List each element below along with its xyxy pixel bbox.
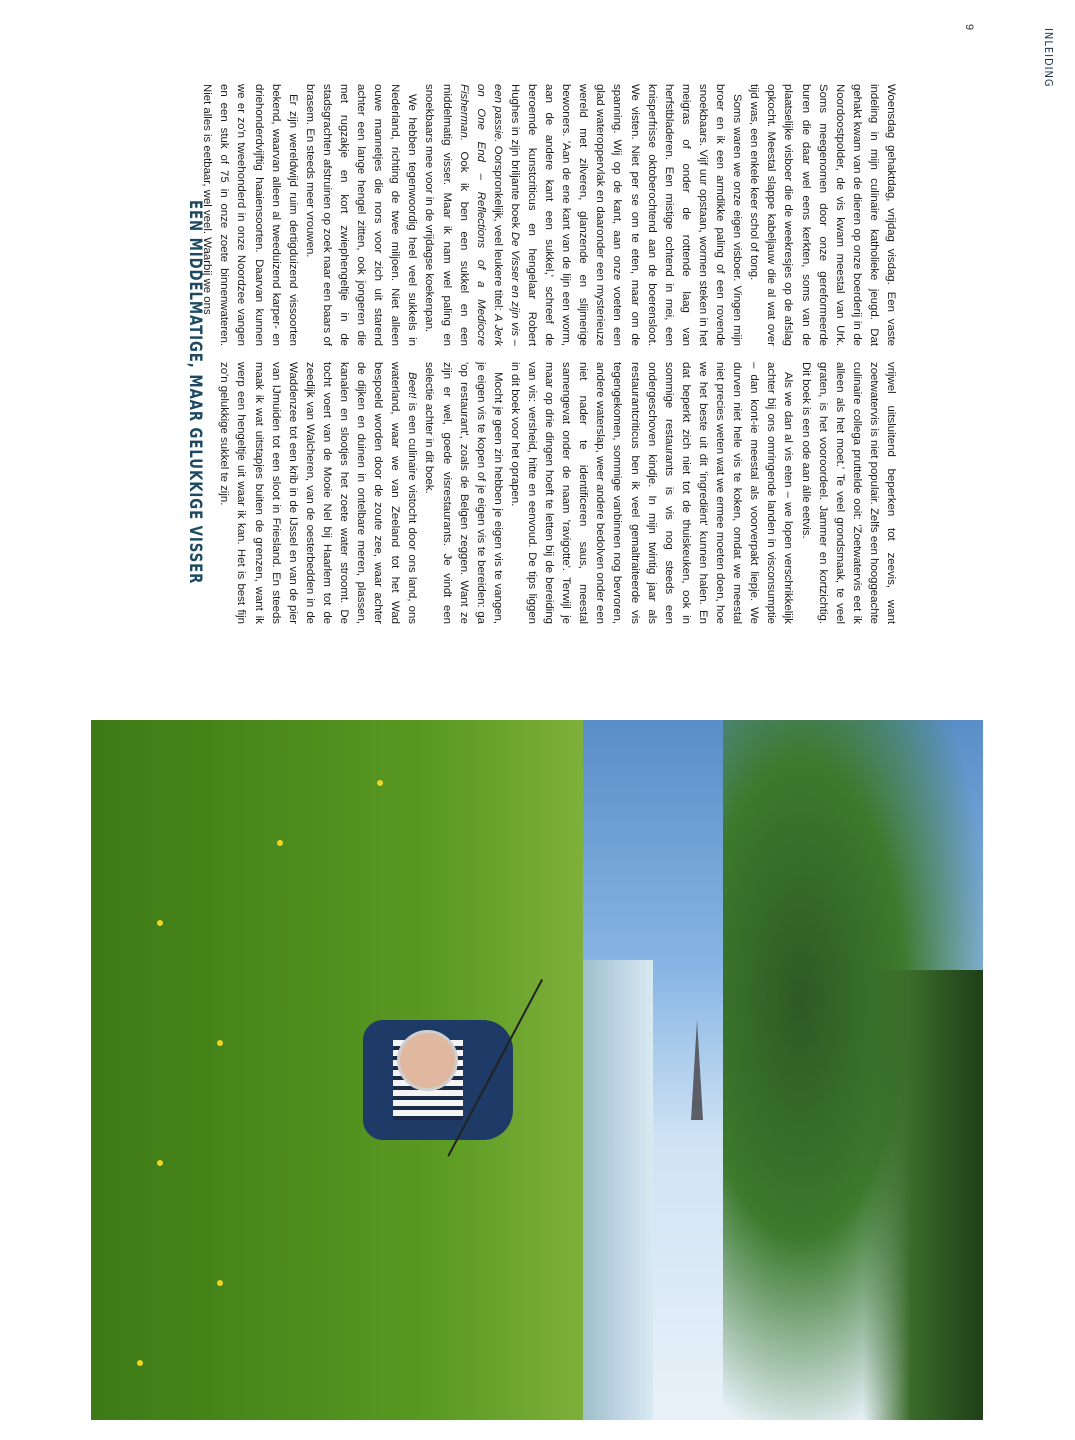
italic-book-title: Beet! bbox=[406, 372, 419, 399]
paragraph: Mocht je geen zin hebben je eigen vis te vangen, je eigen vis te kopen of je eigen vis te bereiden: ga 'op restaurant', zoals de Belgen zeggen. Want ze zijn er wel, goede visrestaurants. Je vindt een selectie achter in dit boek. bbox=[423, 362, 504, 624]
trees bbox=[863, 970, 983, 1420]
church-spire bbox=[691, 1020, 703, 1120]
article-column-2 bbox=[199, 362, 899, 624]
river bbox=[583, 960, 653, 1420]
paragraph bbox=[420, 84, 745, 346]
flower bbox=[157, 920, 163, 926]
paragraph: Er zijn wereldwijd ruim dertigduizend vissoorten bekend, waarvan alleen al tweeduizend karper- en driehonderdvijftig haaiensoorten. Daarvan kunnen we er zo'n tweehonderd in onze Noordzee vangen en een stuk of 75 in onze zoete binnenwateren. Niet alles is eetbaar, wel veel. Waarbij we ons bbox=[201, 84, 299, 346]
article-title: EEN MIDDELMATIGE, MAAR GELUKKIGE VISSER bbox=[185, 200, 205, 585]
paragraph: vrijwel uitsluitend beperken tot zeevis, want zoetwatervis is niet populair. Zelfs een hooggeachte culinaire collega pruttelde ooit: 'Zoetwatervis eet ik alleen als het moet.' Te veel grondsmaak, te veel graten, is het vooroordeel. Jammer en kortzichtig. Dit boek is een ode aan álle eetvis. bbox=[799, 362, 897, 624]
article-column-1 bbox=[199, 84, 899, 346]
paragraph-text: is een culinaire vistocht door ons land, ons waterland, waar we van Zeeland tot het Wad bespoeld worden door de zoute zee, waar achter de dijken en duinen in ontelbare meren, plassen, kanalen en slootjes het zoete water stroomt. De tocht voert van de Mooie Nel bij Haarlem tot de zeedijk van Walcheren, van de oesterbedden in de Waddenzee tot een krib in de IJssel en van de pier van IJmuiden tot een sloot in Friesland. En steeds maak ik wat uitstapjes buiten de grenzen, want ik werp een hengeltje uit waar ik kan. Het is best fijn zo'n gelukkige sukkel te zijn. bbox=[218, 362, 419, 624]
paragraph-text: Oorspronkelijk, veel leukere titel: bbox=[491, 142, 504, 311]
paragraph: We hebben tegenwoordig heel veel sukkels in Nederland, richting de twee miljoen. Niet alleen ouwe mannetjes die nors voor zich uit starend achter een lange hengel zitten, ook jongeren die met rugzakje en kort zwiephengeltje in de stadsgrachten afstruinen op zoek naar een baars of brasem. En steeds meer vrouwen. bbox=[303, 84, 419, 346]
italic-book-title: A Jerk on One End – Reflections of a Mediocre Fisherman. bbox=[457, 84, 504, 346]
fisherman-in-meadow-photo bbox=[91, 720, 983, 1420]
flower bbox=[377, 780, 383, 786]
flower bbox=[277, 840, 283, 846]
article-columns bbox=[199, 84, 899, 624]
fisherman-head bbox=[397, 1030, 458, 1091]
italic-book-title: De Visser en zijn vis – een passie. bbox=[491, 84, 521, 347]
paragraph: Woensdag gehaktdag, vrijdag visdag. Een vaste indeling in mijn culinaire katholieke jeugd. Dat gehakt kwam van de dieren op onze boerderij in de Noordoostpolder, de vis kwam meestal van Urk. Soms meegenomen door onze gereformeerde buren die daar wel eens kerkten, soms van de plaatselijke visboer die de weekresjes op de afslag opkocht. Meestal slappe kabeljauw die al wat over tijd was, een enkele keer schol of tong. bbox=[748, 84, 897, 346]
paragraph-text: Ook ik ben een sukkel en een middelmatig visser. Maar ik nam wel paling en snoekbaars mee voor in de vrijdagse koekenpan. bbox=[423, 84, 470, 346]
paragraph bbox=[215, 362, 420, 624]
paragraph: Als we dan al vis eten – we lopen verschrikkelijk achter bij ons omringende landen in visconsumptie – dan kont-ie meestal als voorverpakt liepje. We durven niet hele vis te koken, omdat we meestal niet precies weten wat we ermee moeten doen, hoe we het beste uit dit 'ingrediënt' kunnen halen. En dat beperkt zich niet tot de thuiskeuken, ook in sommige restaurants is vis nog steeds een ondergeschoven kindje. In mijn twintig jaar als restaurantcriticus ben ik veel gemaltraiteerde vis tegengekomen, sommige vanbinnen nog bevroren, andere waterslap, weer andere bedolven onder een niet nader te identificeren saus, meestal samengevat onder de naam 'ravigotte'. Terwijl je maar op drie dingen hoeft te letten bij de bereiding van vis: versheid, hitte en eenvoud. De tips liggen in dit boek voor het oprapen. bbox=[508, 362, 795, 624]
flower bbox=[157, 1160, 163, 1166]
flower bbox=[137, 1360, 143, 1366]
paragraph-text: Soms waren we onze eigen visboer. Vingen mijn broer en ik een armdikke paling of een rovende snoekbaars. Vijf uur opstaan, wormen steken in het meigras of onder de rottende laag van herfstbladeren. Een mistige ochtend in mei, een knisperfrisse oktoberochtend aan de boerensloot. We visten. Niet per se om te eten, maar om de spanning. Wij op de kant, aan onze voeten een glad wateroppervlak en daaronder een mysterieuze wereld met zilveren, glanzende en slijmerige bewoners. 'Aan de ene kant van de lijn een worm, aan de andere kant een sukkel,' schreef de beroemde kunstcriticus en hengelaar Robert Hughes in zijn briljante boek bbox=[508, 84, 744, 346]
page-number: 9 bbox=[963, 24, 975, 31]
section-label: INLEIDING bbox=[1042, 28, 1055, 88]
flower bbox=[217, 1040, 223, 1046]
flower bbox=[217, 1280, 223, 1286]
